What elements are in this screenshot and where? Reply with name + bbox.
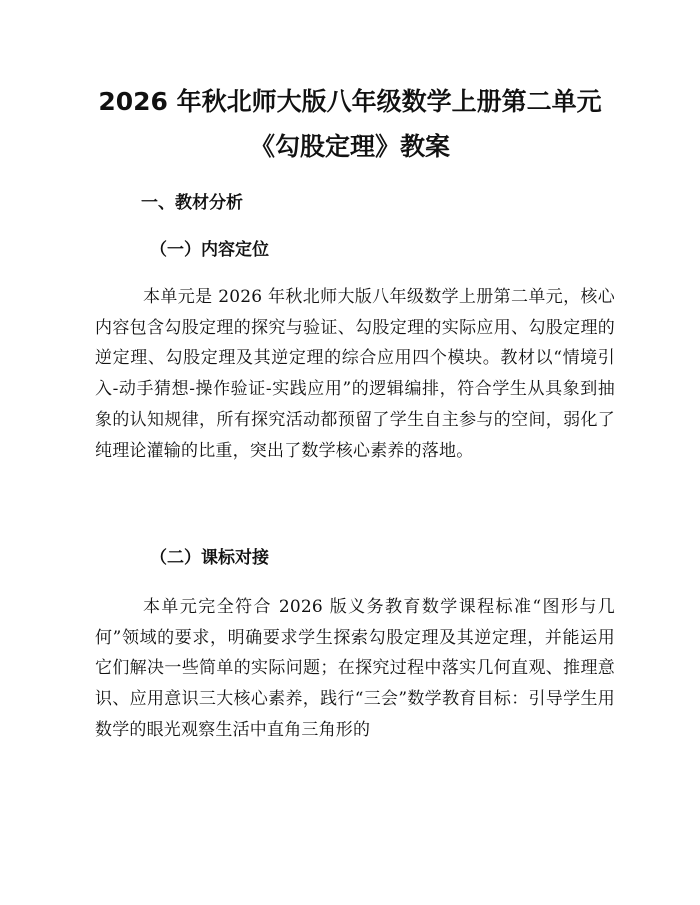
section-heading-textbook-analysis: 一、教材分析: [141, 193, 243, 213]
document-title-line-2: 《勾股定理》教案: [249, 132, 450, 161]
subsection-heading-curriculum-alignment: （二）课标对接: [150, 548, 269, 568]
document-title-line-1: 2026 年秋北师大版八年级数学上册第二单元: [98, 87, 602, 116]
paragraph-content-positioning: 本单元是 2026 年秋北师大版八年级数学上册第二单元，核心内容包含勾股定理的探究与验证、勾股定理的实际应用、勾股定理的逆定理、勾股定理及其逆定理的综合应用四个模块。教材以“情境引入-动手猜想-操作验证-实践应用”的逻辑编排，符合学生从具象到抽象的认知规律，所有探究活动都预留了学生自主参与的空间，弱化了纯理论灌输的比重，突出了数学核心素养的落地。: [95, 287, 615, 461]
paragraph-curriculum-alignment: 本单元完全符合 2026 版义务教育数学课程标准“图形与几何”领域的要求，明确要求学生探索勾股定理及其逆定理，并能运用它们解决一些简单的实际问题；在探究过程中落实几何直观、推理意识、应用意识三大核心素养，践行“三会”数学教育目标：引导学生用数学的眼光观察生活中直角三角形的: [95, 597, 615, 740]
subsection-heading-content-positioning: （一）内容定位: [150, 240, 269, 260]
